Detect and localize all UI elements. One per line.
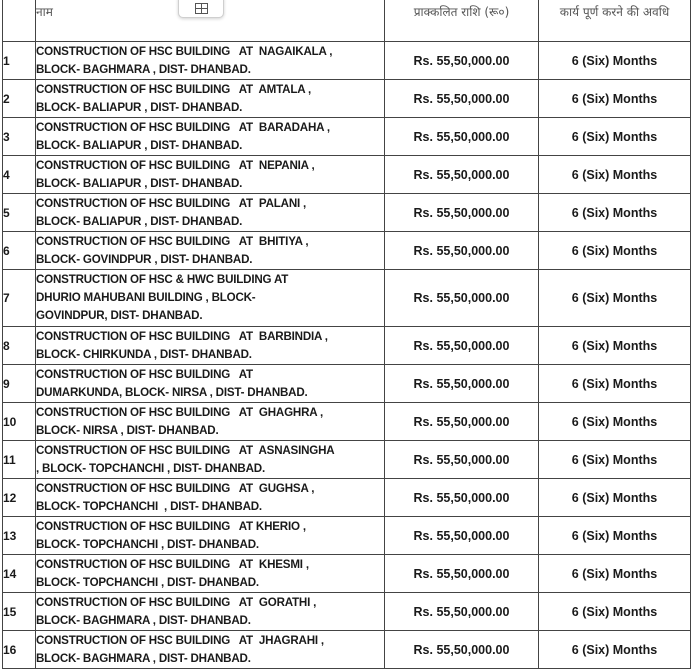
row-serial-number: 12 — [3, 479, 36, 517]
table-row — [3, 118, 691, 156]
row-serial-number: 13 — [3, 517, 36, 555]
row-completion-period: 6 (Six) Months — [539, 80, 691, 118]
row-work-description: CONSTRUCTION OF HSC BUILDING AT GHAGHRA , BLOCK- NIRSA , DIST- DHANBAD. — [36, 403, 385, 441]
row-estimated-cost: Rs. 55,50,000.00 — [385, 194, 539, 232]
row-estimated-cost: Rs. 55,50,000.00 — [385, 593, 539, 631]
row-completion-period: 6 (Six) Months — [539, 631, 691, 669]
table-tools-button[interactable] — [178, 0, 224, 18]
tender-table — [2, 0, 691, 669]
table-row — [3, 270, 691, 327]
header-serial — [3, 0, 36, 42]
row-serial-number: 6 — [3, 232, 36, 270]
header-completion-period: कार्य पूर्ण करने की अवधि — [539, 0, 691, 42]
table-row — [3, 555, 691, 593]
row-serial-number: 4 — [3, 156, 36, 194]
row-completion-period: 6 (Six) Months — [539, 156, 691, 194]
row-completion-period: 6 (Six) Months — [539, 593, 691, 631]
row-estimated-cost: Rs. 55,50,000.00 — [385, 365, 539, 403]
row-completion-period: 6 (Six) Months — [539, 441, 691, 479]
row-serial-number: 14 — [3, 555, 36, 593]
table-row — [3, 327, 691, 365]
row-estimated-cost: Rs. 55,50,000.00 — [385, 555, 539, 593]
row-estimated-cost: Rs. 55,50,000.00 — [385, 517, 539, 555]
row-serial-number: 7 — [3, 270, 36, 327]
table-row — [3, 365, 691, 403]
row-work-description: CONSTRUCTION OF HSC BUILDING AT KHERIO , BLOCK- TOPCHANCHI , DIST- DHANBAD. — [36, 517, 385, 555]
row-work-description: CONSTRUCTION OF HSC BUILDING AT BARBINDIA , BLOCK- CHIRKUNDA , DIST- DHANBAD. — [36, 327, 385, 365]
row-work-description: CONSTRUCTION OF HSC BUILDING AT ASNASINGHA , BLOCK- TOPCHANCHI , DIST- DHANBAD. — [36, 441, 385, 479]
row-estimated-cost: Rs. 55,50,000.00 — [385, 42, 539, 80]
table-row — [3, 631, 691, 669]
row-estimated-cost: Rs. 55,50,000.00 — [385, 327, 539, 365]
table-row — [3, 593, 691, 631]
row-completion-period: 6 (Six) Months — [539, 479, 691, 517]
table-row — [3, 194, 691, 232]
row-completion-period: 6 (Six) Months — [539, 118, 691, 156]
row-work-description: CONSTRUCTION OF HSC BUILDING AT NAGAIKALA , BLOCK- BAGHMARA , DIST- DHANBAD. — [36, 42, 385, 80]
table-grid-icon — [195, 3, 208, 14]
table-row — [3, 42, 691, 80]
row-estimated-cost: Rs. 55,50,000.00 — [385, 156, 539, 194]
row-estimated-cost: Rs. 55,50,000.00 — [385, 631, 539, 669]
row-serial-number: 1 — [3, 42, 36, 80]
table-header-row — [3, 0, 691, 42]
row-serial-number: 2 — [3, 80, 36, 118]
row-estimated-cost: Rs. 55,50,000.00 — [385, 441, 539, 479]
header-estimated-cost: प्राक्कलित राशि (रू०) — [385, 0, 539, 42]
row-work-description: CONSTRUCTION OF HSC & HWC BUILDING AT DHURIO MAHUBANI BUILDING , BLOCK- GOVINDPUR, DIST- DHANBAD. — [36, 270, 385, 327]
row-estimated-cost: Rs. 55,50,000.00 — [385, 118, 539, 156]
row-estimated-cost: Rs. 55,50,000.00 — [385, 232, 539, 270]
table-row — [3, 517, 691, 555]
table-row — [3, 441, 691, 479]
row-work-description: CONSTRUCTION OF HSC BUILDING AT DUMARKUNDA, BLOCK- NIRSA , DIST- DHANBAD. — [36, 365, 385, 403]
row-serial-number: 16 — [3, 631, 36, 669]
row-completion-period: 6 (Six) Months — [539, 517, 691, 555]
table-row — [3, 80, 691, 118]
table-row — [3, 403, 691, 441]
row-work-description: CONSTRUCTION OF HSC BUILDING AT JHAGRAHI , BLOCK- BAGHMARA , DIST- DHANBAD. — [36, 631, 385, 669]
row-work-description: CONSTRUCTION OF HSC BUILDING AT KHESMI , BLOCK- TOPCHANCHI , DIST- DHANBAD. — [36, 555, 385, 593]
row-completion-period: 6 (Six) Months — [539, 232, 691, 270]
row-estimated-cost: Rs. 55,50,000.00 — [385, 270, 539, 327]
row-work-description: CONSTRUCTION OF HSC BUILDING AT GUGHSA , BLOCK- TOPCHANCHI , DIST- DHANBAD. — [36, 479, 385, 517]
row-serial-number: 10 — [3, 403, 36, 441]
table-row — [3, 479, 691, 517]
row-completion-period: 6 (Six) Months — [539, 365, 691, 403]
row-serial-number: 3 — [3, 118, 36, 156]
row-work-description: CONSTRUCTION OF HSC BUILDING AT BHITIYA , BLOCK- GOVINDPUR , DIST- DHANBAD. — [36, 232, 385, 270]
row-work-description: CONSTRUCTION OF HSC BUILDING AT PALANI , BLOCK- BALIAPUR , DIST- DHANBAD. — [36, 194, 385, 232]
row-work-description: CONSTRUCTION OF HSC BUILDING AT NEPANIA , BLOCK- BALIAPUR , DIST- DHANBAD. — [36, 156, 385, 194]
row-completion-period: 6 (Six) Months — [539, 194, 691, 232]
row-work-description: CONSTRUCTION OF HSC BUILDING AT AMTALA , BLOCK- BALIAPUR , DIST- DHANBAD. — [36, 80, 385, 118]
row-serial-number: 8 — [3, 327, 36, 365]
row-work-description: CONSTRUCTION OF HSC BUILDING AT GORATHI , BLOCK- BAGHMARA , DIST- DHANBAD. — [36, 593, 385, 631]
row-serial-number: 11 — [3, 441, 36, 479]
row-completion-period: 6 (Six) Months — [539, 327, 691, 365]
row-estimated-cost: Rs. 55,50,000.00 — [385, 80, 539, 118]
header-work-name: नाम — [36, 0, 385, 42]
table-row — [3, 156, 691, 194]
row-work-description: CONSTRUCTION OF HSC BUILDING AT BARADAHA , BLOCK- BALIAPUR , DIST- DHANBAD. — [36, 118, 385, 156]
table-row — [3, 232, 691, 270]
row-completion-period: 6 (Six) Months — [539, 555, 691, 593]
row-estimated-cost: Rs. 55,50,000.00 — [385, 479, 539, 517]
row-completion-period: 6 (Six) Months — [539, 270, 691, 327]
row-estimated-cost: Rs. 55,50,000.00 — [385, 403, 539, 441]
row-serial-number: 15 — [3, 593, 36, 631]
row-serial-number: 5 — [3, 194, 36, 232]
row-completion-period: 6 (Six) Months — [539, 403, 691, 441]
row-serial-number: 9 — [3, 365, 36, 403]
row-completion-period: 6 (Six) Months — [539, 42, 691, 80]
